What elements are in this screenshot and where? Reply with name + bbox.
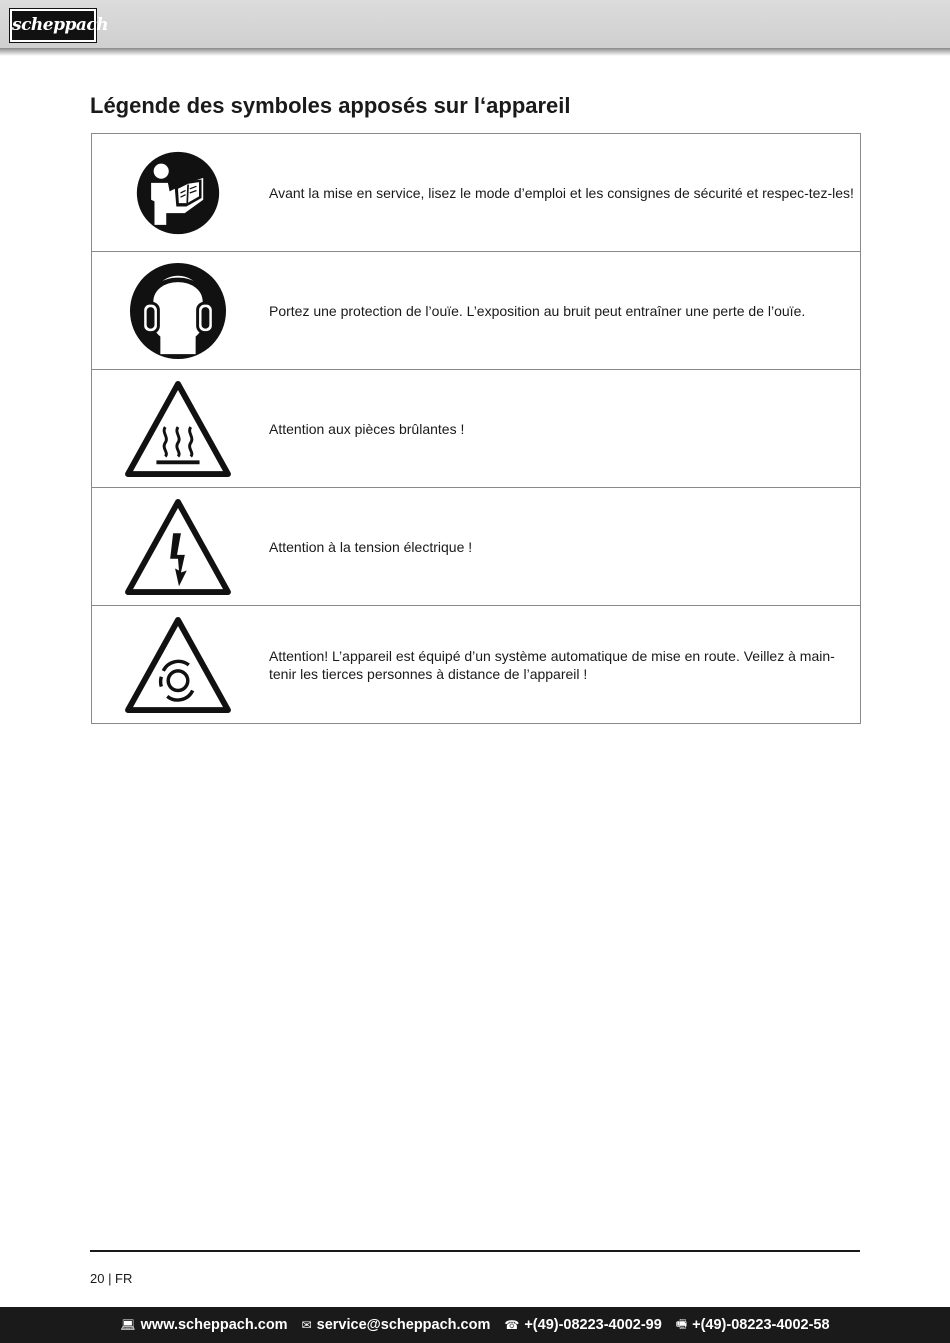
header-shadow [0, 48, 950, 56]
header-band [0, 0, 950, 48]
footer-rule [90, 1250, 860, 1252]
computer-icon: 💻︎ [120, 1318, 136, 1332]
scheppach-logo: scheppach [10, 9, 96, 42]
footer-website[interactable] [120, 1317, 287, 1333]
symbol-description: Portez une protection de l’ouïe. L’exposition au bruit peut entraîner une perte de l’ouïe. [264, 252, 861, 370]
envelope-icon: ✉︎ [301, 1318, 312, 1332]
footer-phone[interactable] [504, 1317, 661, 1333]
email-text: service@scheppach.com [316, 1317, 491, 1333]
table-row [92, 488, 861, 606]
ear-protection-icon [129, 262, 227, 360]
table-row [92, 252, 861, 370]
symbol-cell [92, 488, 265, 606]
symbol-description: Attention! L’appareil est équipé d’un système automatique de mise en route. Veillez à main-tenir les tierces personnes à distance de l’appareil ! [264, 606, 861, 724]
symbol-description: Avant la mise en service, lisez le mode d’emploi et les consignes de sécurité et respec-tez-les! [264, 134, 861, 252]
hot-surface-warning-icon [124, 380, 232, 478]
fax-text: +(49)-08223-4002-58 [692, 1317, 830, 1333]
symbol-cell [92, 606, 265, 724]
symbol-legend-table [91, 133, 861, 724]
symbol-cell [92, 252, 265, 370]
fax-icon: 🖷︎ [675, 1316, 688, 1331]
table-row [92, 370, 861, 488]
table-row [92, 606, 861, 724]
symbol-cell [92, 370, 265, 488]
electrical-voltage-warning-icon [124, 498, 232, 596]
read-manual-icon [136, 151, 220, 235]
phone-icon: ☎ [504, 1318, 520, 1332]
symbol-description: Attention aux pièces brûlantes ! [264, 370, 861, 488]
footer-contact-bar [0, 1307, 950, 1343]
symbol-cell [92, 134, 265, 252]
website-text: www.scheppach.com [140, 1317, 288, 1333]
automatic-start-warning-icon [124, 616, 232, 714]
page-title: Légende des symboles apposés sur l‘appareil [90, 93, 571, 118]
phone-text: +(49)-08223-4002-99 [524, 1317, 662, 1333]
symbol-description: Attention à la tension électrique ! [264, 488, 861, 606]
table-row [92, 134, 861, 252]
page-number: 20 | FR [90, 1271, 133, 1286]
footer-fax[interactable] [676, 1315, 830, 1336]
footer-email[interactable] [302, 1317, 491, 1333]
